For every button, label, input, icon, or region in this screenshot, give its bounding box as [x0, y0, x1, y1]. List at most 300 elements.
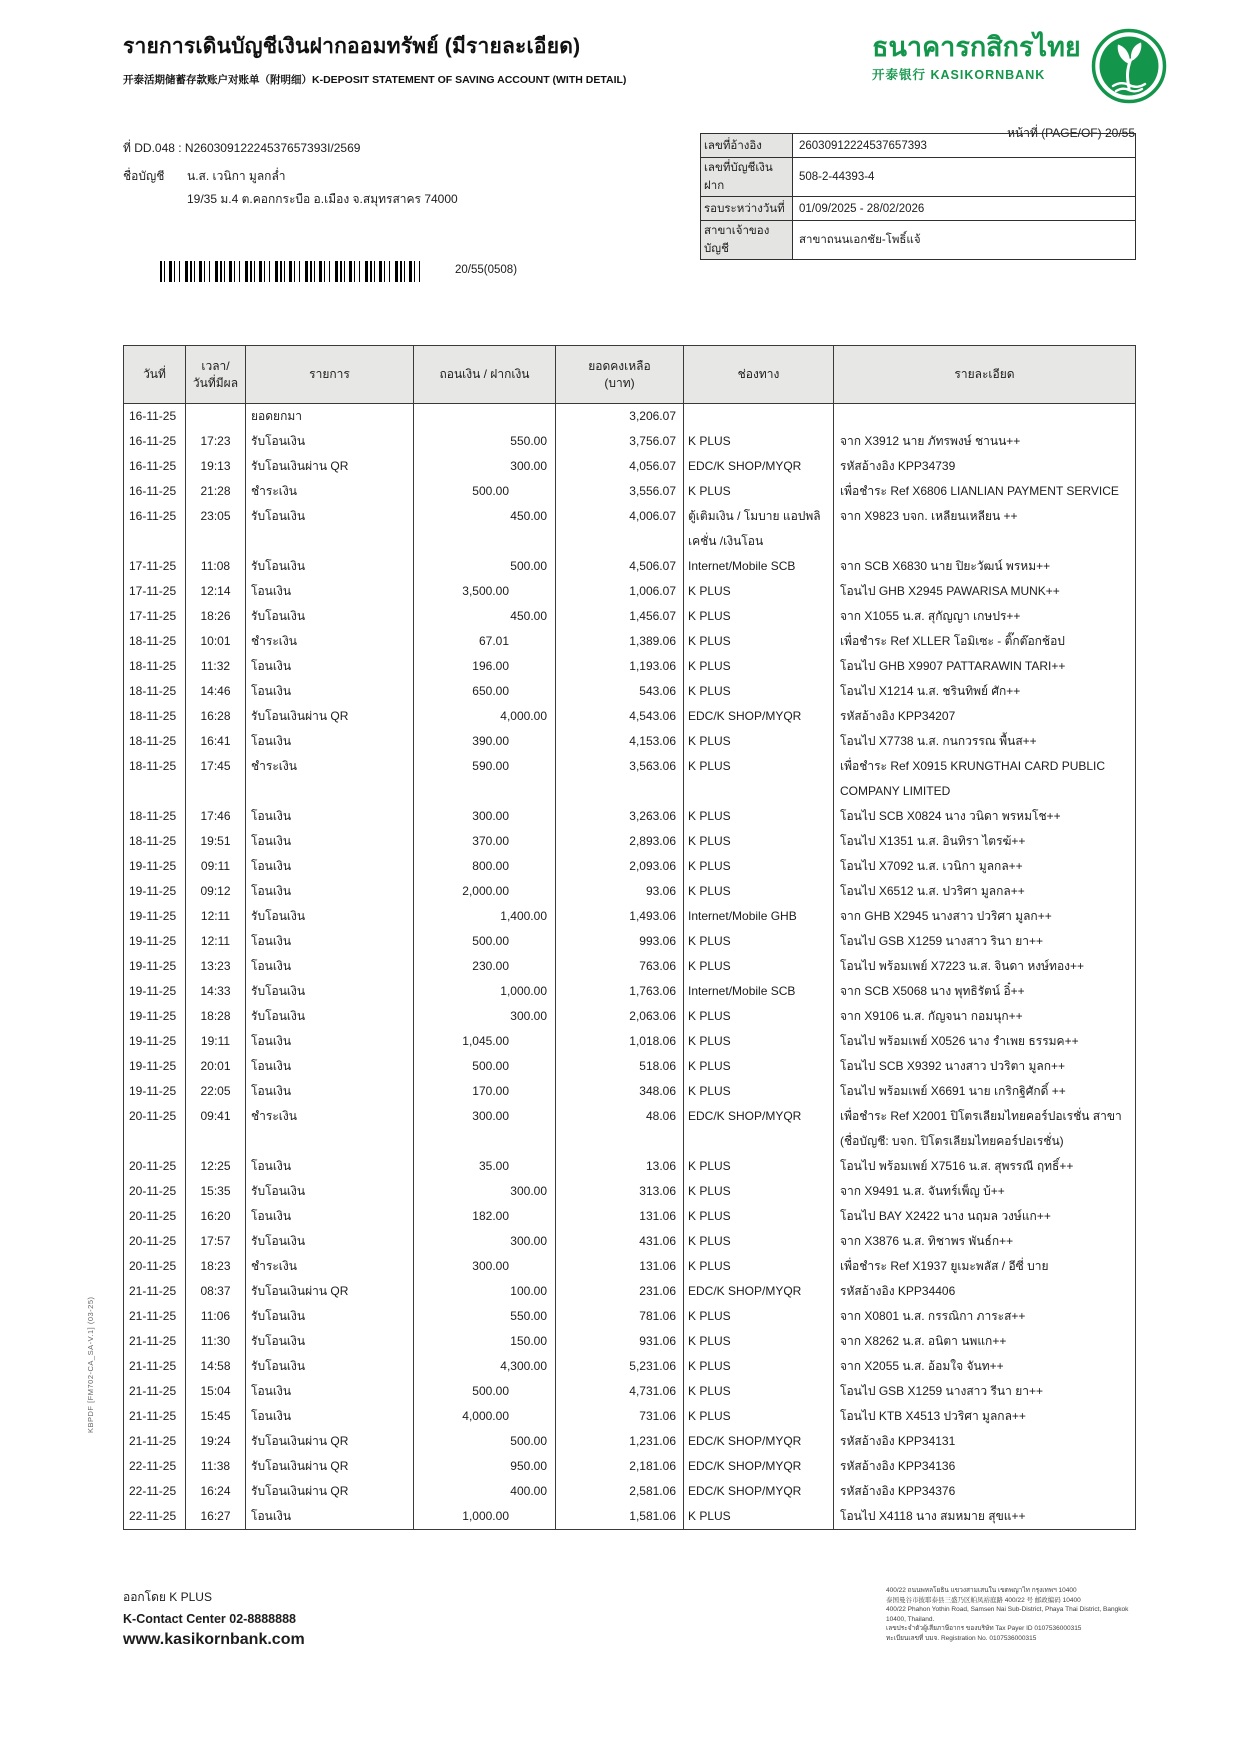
cell-detail: โอนไป X7092 น.ส. เวนิกา มูลกล++ — [834, 854, 1136, 879]
header — [123, 30, 763, 87]
cell-channel: K PLUS — [684, 604, 834, 629]
cell-amount — [414, 829, 556, 854]
cell-detail: เพื่อชำระ Ref XLLER โอมิเซะ - ติ๊กต๊อกช้อป — [834, 629, 1136, 654]
cell-channel: K PLUS — [684, 1029, 834, 1054]
cell-channel: K PLUS — [684, 1004, 834, 1029]
cell-balance: 3,556.07 — [556, 479, 684, 504]
deposit-amount: 1,000.00 — [500, 984, 547, 998]
cell-date: 20-11-25 — [124, 1229, 186, 1254]
deposit-amount: 450.00 — [510, 509, 547, 523]
cell-balance: 13.06 — [556, 1154, 684, 1179]
transaction-row — [124, 1304, 1136, 1329]
table-header-row — [124, 346, 1136, 404]
cell-balance: 3,756.07 — [556, 429, 684, 454]
transaction-row — [124, 929, 1136, 954]
cell-time: 11:38 — [186, 1454, 246, 1479]
cell-amount — [414, 979, 556, 1004]
withdrawal-amount: 590.00 — [472, 759, 509, 773]
cell-amount — [414, 654, 556, 679]
barcode — [160, 261, 422, 282]
cell-channel: K PLUS — [684, 1079, 834, 1104]
cell-channel: K PLUS — [684, 1354, 834, 1379]
cell-detail: จาก X9491 น.ส. จันทร์เพ็ญ บ้++ — [834, 1179, 1136, 1204]
cell-date: 19-11-25 — [124, 954, 186, 979]
withdrawal-amount: 170.00 — [472, 1084, 509, 1098]
cell-detail: จาก X0801 น.ส. กรรณิกา ภาระส++ — [834, 1304, 1136, 1329]
withdrawal-amount: 182.00 — [472, 1209, 509, 1223]
cell-detail: รหัสอ้างอิง KPP34207 — [834, 704, 1136, 729]
cell-detail: รหัสอ้างอิง KPP34376 — [834, 1479, 1136, 1504]
cell-channel: K PLUS — [684, 804, 834, 829]
cell-amount — [414, 729, 556, 754]
cell-amount — [414, 1454, 556, 1479]
transaction-row — [124, 1479, 1136, 1504]
cell-description: รับโอนเงิน — [246, 1329, 414, 1354]
cell-description: ชำระเงิน — [246, 629, 414, 654]
cell-time: 18:26 — [186, 604, 246, 629]
cell-time: 23:05 — [186, 504, 246, 554]
cell-channel: K PLUS — [684, 1404, 834, 1429]
withdrawal-amount: 4,000.00 — [462, 1409, 509, 1423]
transaction-row — [124, 479, 1136, 504]
cell-balance: 1,456.07 — [556, 604, 684, 629]
cell-description: โอนเงิน — [246, 1504, 414, 1530]
withdrawal-amount: 370.00 — [472, 834, 509, 848]
col-header-detail: รายละเอียด — [834, 346, 1136, 404]
cell-amount — [414, 854, 556, 879]
info-value: 508-2-44393-4 — [793, 158, 1136, 197]
cell-description: ยอดยกมา — [246, 404, 414, 430]
cell-description: รับโอนเงิน — [246, 604, 414, 629]
cell-amount — [414, 879, 556, 904]
cell-channel: K PLUS — [684, 1379, 834, 1404]
cell-balance: 48.06 — [556, 1104, 684, 1154]
cell-time: 18:28 — [186, 1004, 246, 1029]
document-number: ที่ DD.048 : N26030912224537657393I/2569 — [123, 141, 361, 155]
transaction-row — [124, 1379, 1136, 1404]
transaction-row — [124, 1079, 1136, 1104]
deposit-amount: 400.00 — [510, 1484, 547, 1498]
info-value: 26030912224537657393 — [793, 134, 1136, 158]
cell-channel: K PLUS — [684, 1154, 834, 1179]
col-header-balance: ยอดคงเหลือ (บาท) — [556, 346, 684, 404]
transaction-row — [124, 729, 1136, 754]
cell-amount — [414, 1229, 556, 1254]
withdrawal-amount: 500.00 — [472, 1059, 509, 1073]
cell-balance: 731.06 — [556, 1404, 684, 1429]
cell-detail: โอนไป X1351 น.ส. อินทิรา ไตรฆ้++ — [834, 829, 1136, 854]
withdrawal-amount: 35.00 — [478, 1159, 509, 1173]
cell-description: รับโอนเงิน — [246, 504, 414, 554]
cell-date: 16-11-25 — [124, 429, 186, 454]
cell-amount — [414, 604, 556, 629]
deposit-amount: 550.00 — [510, 434, 547, 448]
col-header-time: เวลา/ วันที่มีผล — [186, 346, 246, 404]
cell-balance: 2,181.06 — [556, 1454, 684, 1479]
cell-balance: 4,056.07 — [556, 454, 684, 479]
cell-time: 14:33 — [186, 979, 246, 1004]
cell-date: 20-11-25 — [124, 1104, 186, 1154]
cell-amount — [414, 629, 556, 654]
info-row — [701, 158, 1136, 197]
col-header-date: วันที่ — [124, 346, 186, 404]
cell-description: รับโอนเงิน — [246, 554, 414, 579]
transaction-row — [124, 579, 1136, 604]
cell-balance: 1,231.06 — [556, 1429, 684, 1454]
cell-channel: K PLUS — [684, 1329, 834, 1354]
transaction-row — [124, 1429, 1136, 1454]
cell-channel: K PLUS — [684, 729, 834, 754]
cell-amount — [414, 429, 556, 454]
cell-channel: K PLUS — [684, 1504, 834, 1530]
cell-detail: จาก SCB X5068 นาง พุทธิรัตน์ อิ๋++ — [834, 979, 1136, 1004]
deposit-amount: 500.00 — [510, 1434, 547, 1448]
cell-description: โอนเงิน — [246, 1029, 414, 1054]
cell-date: 20-11-25 — [124, 1154, 186, 1179]
cell-balance: 931.06 — [556, 1329, 684, 1354]
cell-date: 22-11-25 — [124, 1479, 186, 1504]
cell-description: รับโอนเงินผ่าน QR — [246, 1429, 414, 1454]
cell-time: 19:51 — [186, 829, 246, 854]
cell-detail: โอนไป GHB X9907 PATTARAWIN TARI++ — [834, 654, 1136, 679]
cell-description: โอนเงิน — [246, 954, 414, 979]
withdrawal-amount: 230.00 — [472, 959, 509, 973]
withdrawal-amount: 1,045.00 — [462, 1034, 509, 1048]
cell-balance: 2,581.06 — [556, 1479, 684, 1504]
cell-balance: 231.06 — [556, 1279, 684, 1304]
cell-balance: 5,231.06 — [556, 1354, 684, 1379]
cell-description: รับโอนเงิน — [246, 429, 414, 454]
cell-detail: จาก X9823 บจก. เหลียนเหลียน ++ — [834, 504, 1136, 554]
page-title: รายการเดินบัญชีเงินฝากออมทรัพย์ (มีรายละเอียด) — [123, 35, 581, 58]
cell-channel: K PLUS — [684, 1179, 834, 1204]
cell-channel: EDC/K SHOP/MYQR — [684, 454, 834, 479]
cell-amount — [414, 679, 556, 704]
cell-time: 20:01 — [186, 1054, 246, 1079]
cell-balance: 1,018.06 — [556, 1029, 684, 1054]
cell-detail: จาก X8262 น.ส. อนิตา นพแก++ — [834, 1329, 1136, 1354]
account-info-table — [700, 133, 1136, 260]
cell-channel: K PLUS — [684, 654, 834, 679]
withdrawal-amount: 800.00 — [472, 859, 509, 873]
cell-date: 21-11-25 — [124, 1429, 186, 1454]
info-label: สาขาเจ้าของบัญชี — [701, 221, 793, 260]
cell-balance: 3,563.06 — [556, 754, 684, 804]
cell-date: 21-11-25 — [124, 1404, 186, 1429]
cell-balance: 543.06 — [556, 679, 684, 704]
fineprint-line: ทะเบียนเลขที่ บมจ. Registration No. 0107536000315 — [886, 1634, 1037, 1642]
cell-description: โอนเงิน — [246, 1079, 414, 1104]
cell-time: 11:32 — [186, 654, 246, 679]
kasikornbank-logo-icon — [1091, 28, 1167, 104]
deposit-amount: 550.00 — [510, 1309, 547, 1323]
cell-date: 19-11-25 — [124, 1029, 186, 1054]
cell-amount — [414, 1154, 556, 1179]
cell-date: 19-11-25 — [124, 979, 186, 1004]
cell-detail: รหัสอ้างอิง KPP34131 — [834, 1429, 1136, 1454]
withdrawal-amount: 1,000.00 — [462, 1509, 509, 1523]
transaction-row — [124, 1204, 1136, 1229]
transaction-row — [124, 879, 1136, 904]
transaction-row — [124, 954, 1136, 979]
cell-detail: โอนไป พร้อมเพย์ X6691 นาย เกริกฐิศักดิ์ ++ — [834, 1079, 1136, 1104]
cell-time: 12:25 — [186, 1154, 246, 1179]
cell-description: โอนเงิน — [246, 879, 414, 904]
cell-detail: โอนไป SCB X9392 นางสาว ปวริตา มูลก++ — [834, 1054, 1136, 1079]
cell-amount — [414, 579, 556, 604]
transaction-row — [124, 1329, 1136, 1354]
cell-channel: K PLUS — [684, 929, 834, 954]
cell-detail: โอนไป พร้อมเพย์ X0526 นาง รำเพย ธรรมค++ — [834, 1029, 1136, 1054]
transaction-row — [124, 1504, 1136, 1530]
cell-balance: 4,731.06 — [556, 1379, 684, 1404]
cell-description: โอนเงิน — [246, 679, 414, 704]
cell-time: 16:41 — [186, 729, 246, 754]
cell-balance: 4,506.07 — [556, 554, 684, 579]
fineprint-line: 泰国曼谷市披耶泰县三盛乃区帕凤裕庭路 400/22 号 邮政编码 10400 — [886, 1596, 1081, 1604]
cell-description: รับโอนเงินผ่าน QR — [246, 1479, 414, 1504]
bank-name-block — [872, 32, 1081, 83]
cell-date: 17-11-25 — [124, 579, 186, 604]
cell-channel: EDC/K SHOP/MYQR — [684, 1479, 834, 1504]
withdrawal-amount: 300.00 — [472, 1259, 509, 1273]
cell-amount — [414, 454, 556, 479]
account-name-label: ชื่อบัญชี — [123, 169, 165, 183]
cell-date: 22-11-25 — [124, 1504, 186, 1530]
cell-amount — [414, 754, 556, 804]
cell-balance: 4,153.06 — [556, 729, 684, 754]
cell-date: 18-11-25 — [124, 754, 186, 804]
fineprint-line: เลขประจำตัวผู้เสียภาษีอากร ของบริษัท Tax Payer ID 0107536000315 — [886, 1625, 1082, 1632]
cell-detail: โอนไป พร้อมเพย์ X7223 น.ส. จินดา หงษ์ทอง++ — [834, 954, 1136, 979]
transaction-row — [124, 754, 1136, 804]
cell-balance: 4,543.06 — [556, 704, 684, 729]
transaction-row — [124, 454, 1136, 479]
cell-detail: จาก X3912 นาย ภัทรพงษ์ ชานน++ — [834, 429, 1136, 454]
cell-amount — [414, 554, 556, 579]
cell-detail: โอนไป พร้อมเพย์ X7516 น.ส. สุพรรณี ฤทธิ์++ — [834, 1154, 1136, 1179]
cell-date: 21-11-25 — [124, 1329, 186, 1354]
transaction-row — [124, 629, 1136, 654]
cell-date: 17-11-25 — [124, 554, 186, 579]
cell-time: 17:57 — [186, 1229, 246, 1254]
cell-amount — [414, 1429, 556, 1454]
cell-channel: EDC/K SHOP/MYQR — [684, 1429, 834, 1454]
cell-date: 19-11-25 — [124, 1079, 186, 1104]
transaction-row — [124, 1354, 1136, 1379]
cell-amount — [414, 1479, 556, 1504]
info-label: เลขที่อ้างอิง — [701, 134, 793, 158]
transaction-row — [124, 804, 1136, 829]
deposit-amount: 4,300.00 — [500, 1359, 547, 1373]
withdrawal-amount: 300.00 — [472, 1109, 509, 1123]
cell-balance: 1,193.06 — [556, 654, 684, 679]
cell-description: โอนเงิน — [246, 654, 414, 679]
cell-amount — [414, 1254, 556, 1279]
cell-time: 14:58 — [186, 1354, 246, 1379]
cell-date: 18-11-25 — [124, 679, 186, 704]
transaction-row — [124, 1054, 1136, 1079]
account-address: 19/35 ม.4 ต.คอกกระบือ อ.เมือง จ.สมุทรสาคร 74000 — [187, 192, 458, 206]
cell-date: 20-11-25 — [124, 1204, 186, 1229]
cell-amount — [414, 904, 556, 929]
cell-description: รับโอนเงินผ่าน QR — [246, 1454, 414, 1479]
cell-channel: K PLUS — [684, 479, 834, 504]
cell-description: โอนเงิน — [246, 929, 414, 954]
barcode-label: 20/55(0508) — [455, 264, 518, 276]
cell-description: รับโอนเงิน — [246, 1179, 414, 1204]
deposit-amount: 300.00 — [510, 1184, 547, 1198]
transaction-row — [124, 554, 1136, 579]
cell-time: 09:41 — [186, 1104, 246, 1154]
cell-description: รับโอนเงิน — [246, 1229, 414, 1254]
transaction-row — [124, 654, 1136, 679]
cell-description: โอนเงิน — [246, 1054, 414, 1079]
deposit-amount: 300.00 — [510, 1009, 547, 1023]
cell-channel: K PLUS — [684, 829, 834, 854]
cell-description: โอนเงิน — [246, 854, 414, 879]
transaction-row — [124, 1404, 1136, 1429]
cell-balance: 431.06 — [556, 1229, 684, 1254]
cell-detail: เพื่อชำระ Ref X6806 LIANLIAN PAYMENT SERVICE — [834, 479, 1136, 504]
deposit-amount: 1,400.00 — [500, 909, 547, 923]
cell-date: 19-11-25 — [124, 854, 186, 879]
cell-date: 21-11-25 — [124, 1304, 186, 1329]
cell-detail: โอนไป KTB X4513 ปวริศา มูลกล++ — [834, 1404, 1136, 1429]
cell-channel: EDC/K SHOP/MYQR — [684, 1104, 834, 1154]
cell-amount — [414, 1179, 556, 1204]
cell-detail: จาก X3876 น.ส. ทิชาพร พันธ์ก++ — [834, 1229, 1136, 1254]
cell-balance: 2,893.06 — [556, 829, 684, 854]
cell-time: 15:45 — [186, 1404, 246, 1429]
cell-time: 11:08 — [186, 554, 246, 579]
cell-channel: K PLUS — [684, 954, 834, 979]
cell-description: รับโอนเงิน — [246, 979, 414, 1004]
cell-detail: โอนไป GHB X2945 PAWARISA MUNK++ — [834, 579, 1136, 604]
cell-balance: 1,581.06 — [556, 1504, 684, 1530]
deposit-amount: 450.00 — [510, 609, 547, 623]
cell-channel: K PLUS — [684, 1054, 834, 1079]
page-subtitle: 开泰活期储蓄存款账户对账单（附明细）K-DEPOSIT STATEMENT OF SAVING ACCOUNT (WITH DETAIL) — [123, 74, 627, 86]
deposit-amount: 300.00 — [510, 1234, 547, 1248]
cell-amount — [414, 804, 556, 829]
withdrawal-amount: 500.00 — [472, 934, 509, 948]
cell-time: 08:37 — [186, 1279, 246, 1304]
cell-time: 15:35 — [186, 1179, 246, 1204]
cell-description: ชำระเงิน — [246, 1254, 414, 1279]
info-row — [701, 197, 1136, 221]
withdrawal-amount: 3,500.00 — [462, 584, 509, 598]
cell-amount — [414, 504, 556, 554]
col-header-channel: ช่องทาง — [684, 346, 834, 404]
cell-date: 16-11-25 — [124, 404, 186, 430]
cell-detail: โอนไป X1214 น.ส. ชรินทิพย์ ศัก++ — [834, 679, 1136, 704]
cell-amount — [414, 1379, 556, 1404]
cell-detail: จาก GHB X2945 นางสาว ปวริศา มูลก++ — [834, 904, 1136, 929]
cell-date: 17-11-25 — [124, 604, 186, 629]
cell-detail: รหัสอ้างอิง KPP34136 — [834, 1454, 1136, 1479]
transaction-row — [124, 854, 1136, 879]
cell-time: 14:46 — [186, 679, 246, 704]
cell-balance: 93.06 — [556, 879, 684, 904]
cell-time: 12:14 — [186, 579, 246, 604]
cell-balance: 131.06 — [556, 1254, 684, 1279]
cell-channel: K PLUS — [684, 1204, 834, 1229]
cell-amount — [414, 1304, 556, 1329]
cell-balance: 781.06 — [556, 1304, 684, 1329]
fineprint-line: 400/22 ถนนพหลโยธิน แขวงสามเสนใน เขตพญาไท กรุงเทพฯ 10400 — [886, 1587, 1077, 1594]
withdrawal-amount: 650.00 — [472, 684, 509, 698]
cell-channel: Internet/Mobile SCB — [684, 979, 834, 1004]
cell-balance: 518.06 — [556, 1054, 684, 1079]
form-code-vertical: KBPDF [FM702-CA_SA-V.1] (03-25) — [86, 1296, 95, 1433]
withdrawal-amount: 67.01 — [478, 634, 509, 648]
contact-center: K-Contact Center 02-8888888 — [123, 1612, 296, 1626]
cell-channel: Internet/Mobile SCB — [684, 554, 834, 579]
cell-description: รับโอนเงิน — [246, 904, 414, 929]
cell-balance: 3,206.07 — [556, 404, 684, 430]
cell-channel: Internet/Mobile GHB — [684, 904, 834, 929]
cell-balance: 1,493.06 — [556, 904, 684, 929]
cell-description: ชำระเงิน — [246, 754, 414, 804]
cell-date: 19-11-25 — [124, 1004, 186, 1029]
cell-date: 21-11-25 — [124, 1279, 186, 1304]
cell-detail: โอนไป X4118 นาง สมหมาย สุขแ++ — [834, 1504, 1136, 1530]
cell-description: โอนเงิน — [246, 1204, 414, 1229]
cell-channel: EDC/K SHOP/MYQR — [684, 1279, 834, 1304]
cell-description: โอนเงิน — [246, 729, 414, 754]
cell-date: 18-11-25 — [124, 829, 186, 854]
bank-name: ธนาคารกสิกรไทย — [872, 32, 1081, 62]
withdrawal-amount: 390.00 — [472, 734, 509, 748]
cell-channel: K PLUS — [684, 629, 834, 654]
cell-detail: เพื่อชำระ Ref X1937 ยูเมะพลัส / อีซี่ บาย — [834, 1254, 1136, 1279]
bank-name-sub: 开泰银行 KASIKORNBANK — [872, 68, 1046, 82]
cell-detail: จาก X9106 น.ส. กัญจนา กอมนุก++ — [834, 1004, 1136, 1029]
transaction-row — [124, 604, 1136, 629]
transaction-row — [124, 1229, 1136, 1254]
cell-channel: K PLUS — [684, 879, 834, 904]
cell-time: 15:04 — [186, 1379, 246, 1404]
bank-website: www.kasikornbank.com — [123, 1631, 305, 1648]
transaction-row — [124, 1104, 1136, 1154]
cell-description: โอนเงิน — [246, 829, 414, 854]
deposit-amount: 100.00 — [510, 1284, 547, 1298]
cell-time: 19:24 — [186, 1429, 246, 1454]
cell-channel: K PLUS — [684, 1254, 834, 1279]
cell-detail: เพื่อชำระ Ref X0915 KRUNGTHAI CARD PUBLIC COMPANY LIMITED — [834, 754, 1136, 804]
cell-time: 13:23 — [186, 954, 246, 979]
withdrawal-amount: 500.00 — [472, 1384, 509, 1398]
cell-date: 20-11-25 — [124, 1254, 186, 1279]
transaction-row — [124, 1154, 1136, 1179]
cell-date: 19-11-25 — [124, 879, 186, 904]
info-label: เลขที่บัญชีเงินฝาก — [701, 158, 793, 197]
account-name: น.ส. เวนิกา มูลกล่ำ — [187, 169, 286, 183]
cell-detail: โอนไป SCB X0824 นาง วนิดา พรหมโช++ — [834, 804, 1136, 829]
withdrawal-amount: 196.00 — [472, 659, 509, 673]
cell-channel: K PLUS — [684, 1304, 834, 1329]
cell-description: โอนเงิน — [246, 1404, 414, 1429]
withdrawal-amount: 300.00 — [472, 809, 509, 823]
cell-time: 21:28 — [186, 479, 246, 504]
cell-detail: โอนไป X7738 น.ส. กนกวรรณ พื้นส++ — [834, 729, 1136, 754]
transaction-row — [124, 679, 1136, 704]
fineprint-line: 400/22 Phahon Yothin Road, Samsen Nai Sub-District, Phaya Thai District, Bangkok 10400, Thailand. — [886, 1606, 1129, 1623]
cell-time: 17:23 — [186, 429, 246, 454]
cell-description: รับโอนเงิน — [246, 1304, 414, 1329]
cell-date: 19-11-25 — [124, 1054, 186, 1079]
